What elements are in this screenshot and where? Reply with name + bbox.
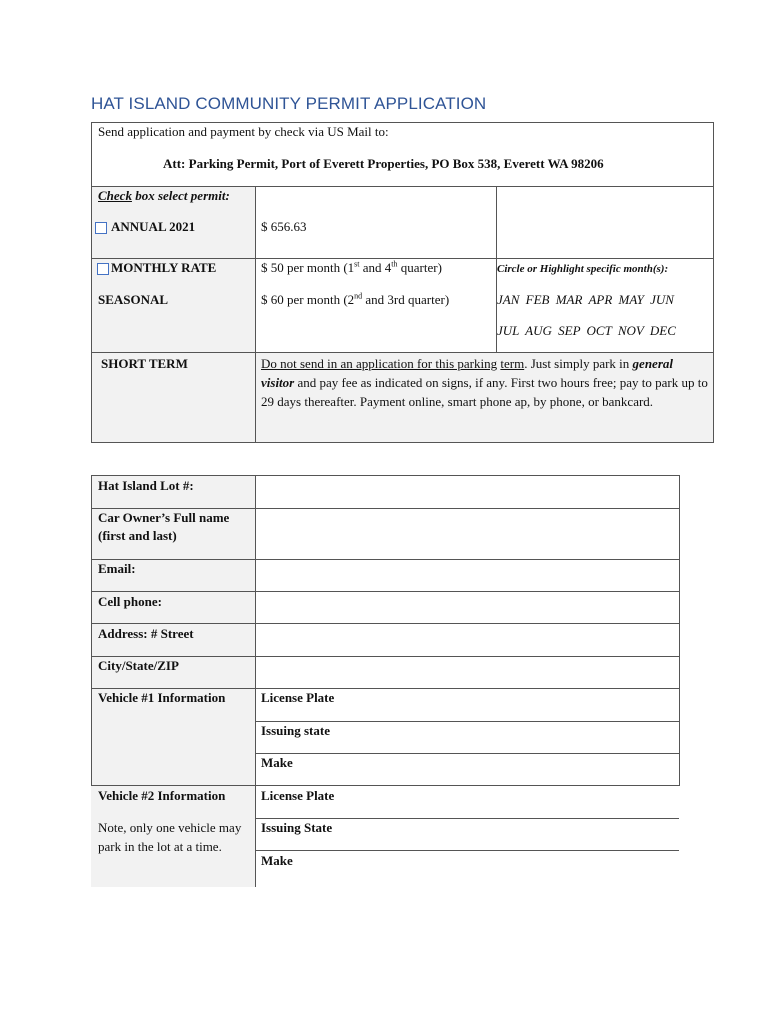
- month-option[interactable]: SEP: [558, 323, 581, 338]
- v1-plate-field[interactable]: [360, 689, 679, 721]
- month-option[interactable]: MAR: [555, 292, 583, 307]
- select-rest: box select permit:: [131, 188, 230, 203]
- select-instruction: [98, 188, 230, 204]
- address-label: Address: # Street: [98, 626, 194, 641]
- month-row-1: [497, 292, 674, 308]
- owner-label-line1: Car Owner’s Full name: [98, 510, 230, 525]
- annual-price: $ 656.63: [261, 219, 307, 234]
- v2-state-label: Issuing State: [261, 820, 333, 835]
- month-option[interactable]: OCT: [586, 323, 612, 338]
- v2-plate-label: License Plate: [261, 788, 335, 803]
- page-title: HAT ISLAND COMMUNITY PERMIT APPLICATION: [91, 94, 487, 113]
- v2-make-field[interactable]: [360, 851, 679, 887]
- month-option[interactable]: JAN: [497, 292, 520, 307]
- month-option[interactable]: NOV: [617, 323, 644, 338]
- short-term-text: Do not send in an application for this parking term. Just simply park in general visitor and pay fee as indicated on signs, if any. First two hours free; pay to park up to 29 days thereafter. Payment online, smart phone ap, by phone, or bankcard.: [261, 356, 708, 409]
- lot-label: Hat Island Lot #:: [98, 478, 194, 493]
- v1-state-field[interactable]: [360, 722, 679, 753]
- v1-state-label: Issuing state: [261, 723, 330, 738]
- lot-field[interactable]: [256, 476, 679, 508]
- month-option[interactable]: FEB: [525, 292, 550, 307]
- seasonal-label: SEASONAL: [98, 292, 169, 307]
- v1-make-label: Make: [261, 755, 293, 770]
- month-row-2: [497, 323, 676, 339]
- city-state-zip-field[interactable]: [256, 657, 679, 688]
- vehicle1-label: Vehicle #1 Information: [98, 690, 226, 705]
- month-instruction: Circle or Highlight specific month(s):: [497, 263, 669, 275]
- month-option[interactable]: MAY: [618, 292, 644, 307]
- address-field[interactable]: [256, 624, 679, 656]
- v2-make-label: Make: [261, 853, 293, 868]
- month-option[interactable]: DEC: [649, 323, 676, 338]
- mail-instruction: Send application and payment by check via US Mail to:: [98, 124, 389, 139]
- monthly-price: $ 50 per month (1st and 4th quarter): [261, 259, 442, 275]
- v2-state-field[interactable]: [360, 819, 679, 850]
- cell-phone-field[interactable]: [256, 592, 679, 623]
- annual-label: ANNUAL 2021: [111, 219, 196, 234]
- vehicle2-note: Note, only one vehicle may park in the lot at a time.: [98, 820, 242, 854]
- v1-make-field[interactable]: [360, 754, 679, 785]
- mail-address: Att: Parking Permit, Port of Everett Properties, PO Box 538, Everett WA 98206: [163, 156, 604, 171]
- month-option[interactable]: JUN: [650, 292, 674, 307]
- owner-label-line2: (first and last): [98, 528, 177, 543]
- vehicle2-label: Vehicle #2 Information: [98, 788, 226, 803]
- email-label: Email:: [98, 561, 136, 576]
- v2-plate-field[interactable]: [360, 786, 679, 818]
- month-option[interactable]: APR: [588, 292, 613, 307]
- short-term-label: SHORT TERM: [101, 356, 188, 371]
- month-option[interactable]: AUG: [525, 323, 552, 338]
- v1-plate-label: License Plate: [261, 690, 335, 705]
- month-option[interactable]: JUL: [497, 323, 520, 338]
- owner-name-field[interactable]: [256, 509, 679, 559]
- email-field[interactable]: [256, 560, 679, 591]
- cell-label: Cell phone:: [98, 594, 162, 609]
- check-word: Check: [98, 188, 132, 203]
- seasonal-price: $ 60 per month (2nd and 3rd quarter): [261, 291, 450, 307]
- annual-checkbox[interactable]: [95, 222, 107, 234]
- monthly-checkbox[interactable]: [97, 263, 109, 275]
- city-label: City/State/ZIP: [98, 658, 179, 673]
- monthly-label: MONTHLY RATE: [111, 260, 217, 275]
